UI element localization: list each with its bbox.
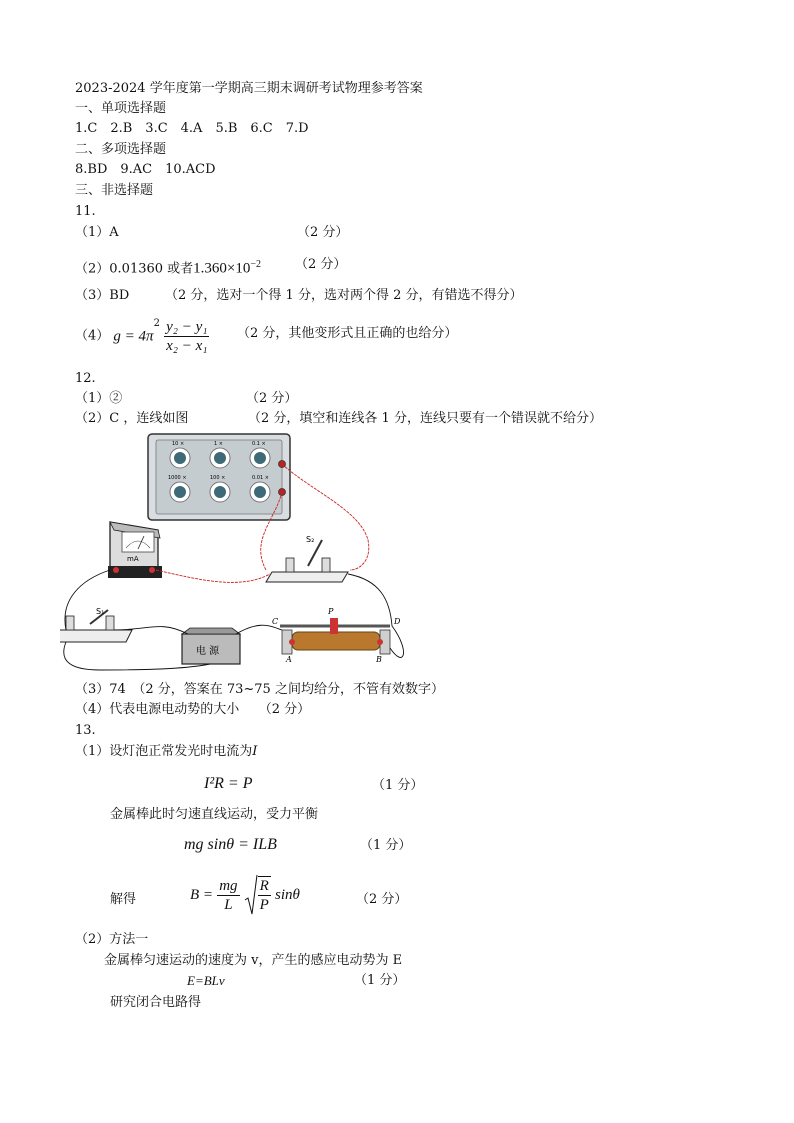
q13-eq3-root-fraction (258, 876, 271, 914)
q13-eq2-score: （1 分） (360, 838, 412, 853)
section-heading-multi-choice: 二、多项选择题 (75, 142, 167, 157)
q11-part4-denominator: x₂ − x₁ (166, 338, 208, 354)
q11-part1-score: （2 分） (297, 225, 349, 240)
meter-label: mA (127, 555, 139, 563)
q13-eq3-fraction (217, 877, 239, 914)
q13-eq3-lhs: B = (190, 887, 214, 903)
q13-part1-text (75, 743, 257, 761)
power-source (182, 628, 240, 664)
q13-text2: 金属棒匀速运动的速度为 v，产生的感应电动势为 E (104, 953, 403, 968)
q11-part2-math: 1.360×10 (193, 260, 251, 277)
question-12-number: 12. (75, 371, 96, 386)
q11-part2-score: （2 分） (295, 257, 347, 272)
wire-red-1 (156, 570, 270, 582)
question-13-number: 13. (75, 723, 96, 738)
rheostat-p-label: P (328, 607, 334, 616)
q12-part1-answer: （1）② (75, 391, 123, 406)
q13-part2-label: （2）方法一 (75, 932, 149, 947)
q13-part1-var: I (252, 744, 258, 759)
sqrt-sign-icon (244, 874, 258, 916)
q11-part4-score: （2 分，其他变形式且正确的也给分） (237, 326, 458, 341)
q11-part2-answer (75, 256, 261, 278)
page-title: 2023-2024 学年度第一学期高三期末调研考试物理参考答案 (75, 81, 423, 96)
squared-sup: 2 (153, 318, 160, 329)
q13-part1-label: （1）设灯泡正常发光时电流为 (75, 744, 253, 759)
dial-label: 100 × (210, 475, 226, 481)
dial-label: 0.1 × (252, 441, 266, 447)
q11-part4-numerator: y₂ − y₁ (166, 319, 208, 335)
q12-part4-answer: （4）代表电源电动势的大小 （2 分） (75, 702, 311, 717)
q11-part2-exponent: −2 (250, 259, 262, 270)
dial-label: 10 × (172, 441, 185, 447)
q13-eq3-denominator: L (224, 896, 233, 913)
q13-eq3 (190, 874, 300, 924)
switch-s1-label: S₁ (96, 607, 105, 616)
q13-solve-label: 解得 (110, 892, 137, 907)
q11-part4-formula-lhs: g = 4π (113, 328, 154, 345)
switch-s1 (60, 607, 132, 642)
rheostat (272, 607, 401, 664)
dial-6 (250, 475, 270, 502)
section-heading-non-choice: 三、非选择题 (75, 183, 154, 198)
q13-eq3-root-denominator: P (259, 897, 269, 913)
dial-label: 1000 × (168, 475, 187, 481)
wire-red-2 (282, 464, 369, 570)
q13-eq1: I²R = P (204, 775, 253, 792)
q11-part3-answer: （3）BD (75, 288, 130, 303)
q11-part3-score: （2 分，选对一个得 1 分，选对两个得 2 分，有错选不得分） (165, 288, 523, 303)
rheostat-c-label: C (272, 617, 279, 626)
q11-part4-fraction (164, 318, 209, 355)
circuit-diagram (60, 430, 420, 675)
q12-part3-answer: （3）74 （2 分，答案在 73~75 之间均给分，不管有效数字） (75, 682, 444, 697)
q13-eq4-score: （1 分） (354, 973, 406, 988)
q11-part1-answer: （1）A (75, 225, 119, 240)
q12-part2-answer: （2）C ，连线如图 (75, 411, 189, 426)
single-choice-answers: 1.C 2.B 3.C 4.A 5.B 6.C 7.D (75, 121, 309, 136)
q13-eq3-score: （2 分） (356, 892, 408, 907)
section-heading-single-choice: 一、单项选择题 (75, 101, 167, 116)
q13-eq3-sqrt (244, 874, 271, 916)
q13-eq1-score: （1 分） (372, 778, 424, 793)
question-11-number: 11. (75, 204, 96, 219)
dial-label: 0.01 × (252, 475, 269, 481)
q12-part2-score: （2 分，填空和连线各 1 分，连线只要有一个错误就不给分） (248, 411, 602, 426)
rheostat-d-label: D (394, 617, 401, 626)
q11-part4-label: （4） (75, 328, 110, 344)
q13-eq2: mg sinθ = ILB (184, 836, 277, 853)
q13-text1: 金属棒此时匀速直线运动，受力平衡 (110, 807, 319, 822)
q13-eq4: E=BLv (187, 973, 225, 988)
q13-eq3-numerator: mg (219, 877, 238, 894)
milliammeter (108, 522, 162, 578)
switch-s2-label: S₂ (306, 535, 315, 544)
q11-part2-label: （2）0.01360 或者 (75, 261, 194, 277)
rheostat-b-label: B (376, 655, 382, 664)
q11-part4-answer (75, 315, 209, 359)
multi-choice-answers: 8.BD 9.AC 10.ACD (75, 162, 216, 177)
q13-text3: 研究闭合电路得 (110, 995, 202, 1010)
q13-eq3-tail: sinθ (274, 887, 300, 903)
power-label: 电 源 (196, 646, 220, 657)
switch-s2 (266, 535, 348, 582)
dial-label: 1 × (214, 441, 223, 447)
rheostat-a-label: A (286, 655, 292, 664)
q12-part1-score: （2 分） (246, 391, 298, 406)
q13-eq3-root-numerator: R (259, 878, 269, 894)
wire-black-3 (236, 625, 282, 634)
